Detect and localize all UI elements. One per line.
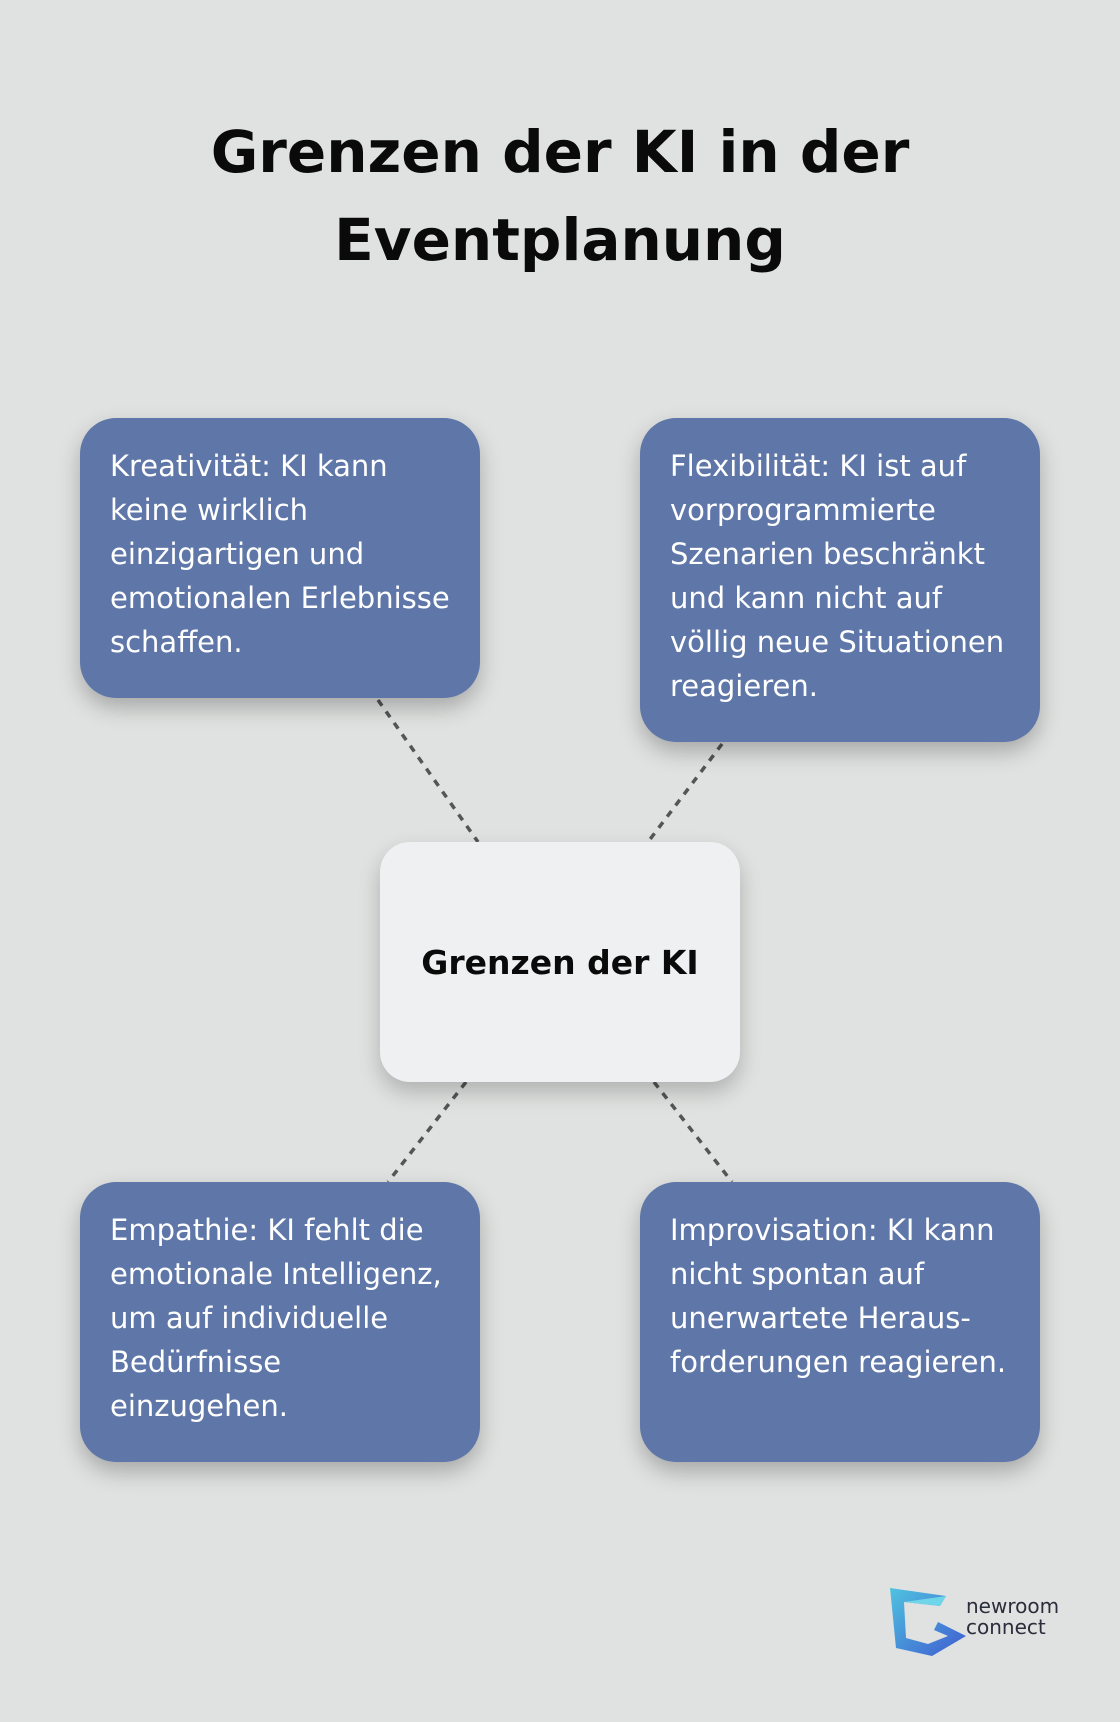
- card-flexibilitaet: [640, 418, 1040, 742]
- card-empathie-text: Empathie: KI fehlt die emotionale Intelligenz, um auf individuelle Bedürfnisse einzugehen.: [110, 1213, 442, 1423]
- connector-top-right: [648, 744, 722, 842]
- card-empathie: [80, 1182, 480, 1462]
- center-node-label: Grenzen der KI: [421, 942, 699, 982]
- connector-bottom-right: [654, 1082, 732, 1182]
- card-kreativitaet-text: Kreativität: KI kann keine wirklich einzigartigen und emotionalen Erlebnisse schaffen.: [110, 449, 450, 659]
- connector-top-left: [378, 700, 478, 842]
- card-improvisation: [640, 1182, 1040, 1462]
- title-line-2: Eventplanung: [334, 206, 786, 274]
- card-kreativitaet: [80, 418, 480, 698]
- logo-line-1: newroom: [966, 1594, 1060, 1618]
- newroom-connect-logo: [888, 1586, 1068, 1658]
- logo-wordmark: [966, 1596, 1059, 1638]
- card-improvisation-text: Improvisation: KI kann nicht spontan auf unerwartete Heraus-forderungen reagieren.: [670, 1213, 1007, 1379]
- title-line-1: Grenzen der KI in der: [210, 118, 910, 186]
- logo-mark-icon: [888, 1586, 968, 1658]
- connector-bottom-left: [388, 1082, 466, 1182]
- center-node: [380, 842, 740, 1082]
- logo-line-2: connect: [966, 1615, 1046, 1639]
- card-flexibilitaet-text: Flexibilität: KI ist auf vorprogrammierte Szenarien beschränkt und kann nicht auf völlig neue Situationen reagieren.: [670, 449, 1005, 703]
